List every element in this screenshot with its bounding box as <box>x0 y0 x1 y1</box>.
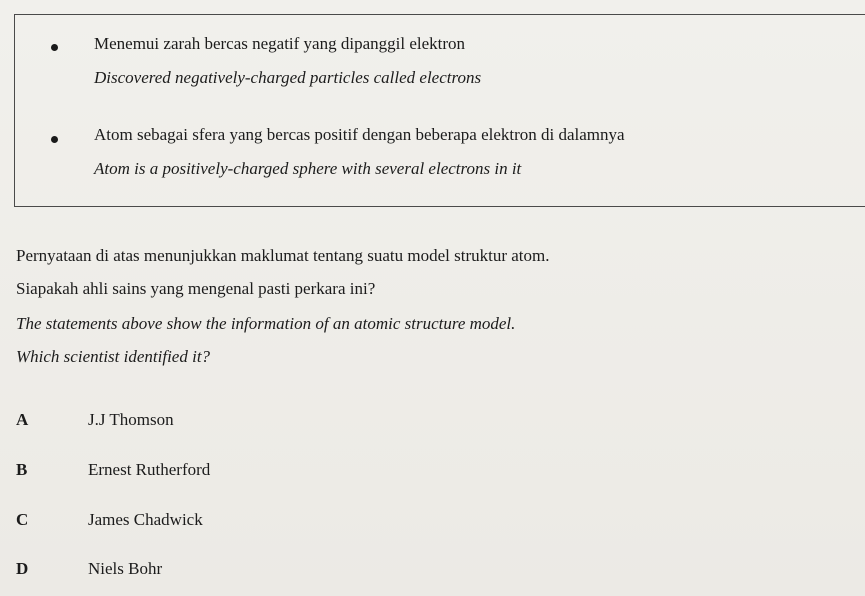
option-letter: C <box>16 510 29 529</box>
statement-malay: Menemui zarah bercas negatif yang dipanggil elektron <box>94 34 466 53</box>
option-text: Ernest Rutherford <box>88 460 211 479</box>
option-letter: B <box>16 460 28 479</box>
statement-english: Discovered negatively-charged particles called electrons <box>94 68 482 87</box>
question-english-line1: The statements above show the information of an atomic structure model. <box>16 314 516 333</box>
statement-english: Atom is a positively-charged sphere with several electrons in it <box>94 159 522 178</box>
option-text: J.J Thomson <box>88 410 174 429</box>
bullet-dot-icon <box>51 44 58 51</box>
question-malay-line2: Siapakah ahli sains yang mengenal pasti perkara ini? <box>16 279 376 298</box>
bullet-dot-icon <box>51 136 58 143</box>
option-text: Niels Bohr <box>88 559 163 578</box>
statement-malay: Atom sebagai sfera yang bercas positif dengan beberapa elektron di dalamnya <box>94 125 625 144</box>
option-letter: A <box>16 410 29 429</box>
question-malay-line1: Pernyataan di atas menunjukkan maklumat tentang suatu model struktur atom. <box>16 246 550 265</box>
option-letter: D <box>16 559 29 578</box>
question-english-line2: Which scientist identified it? <box>16 347 211 366</box>
option-text: James Chadwick <box>88 510 203 529</box>
